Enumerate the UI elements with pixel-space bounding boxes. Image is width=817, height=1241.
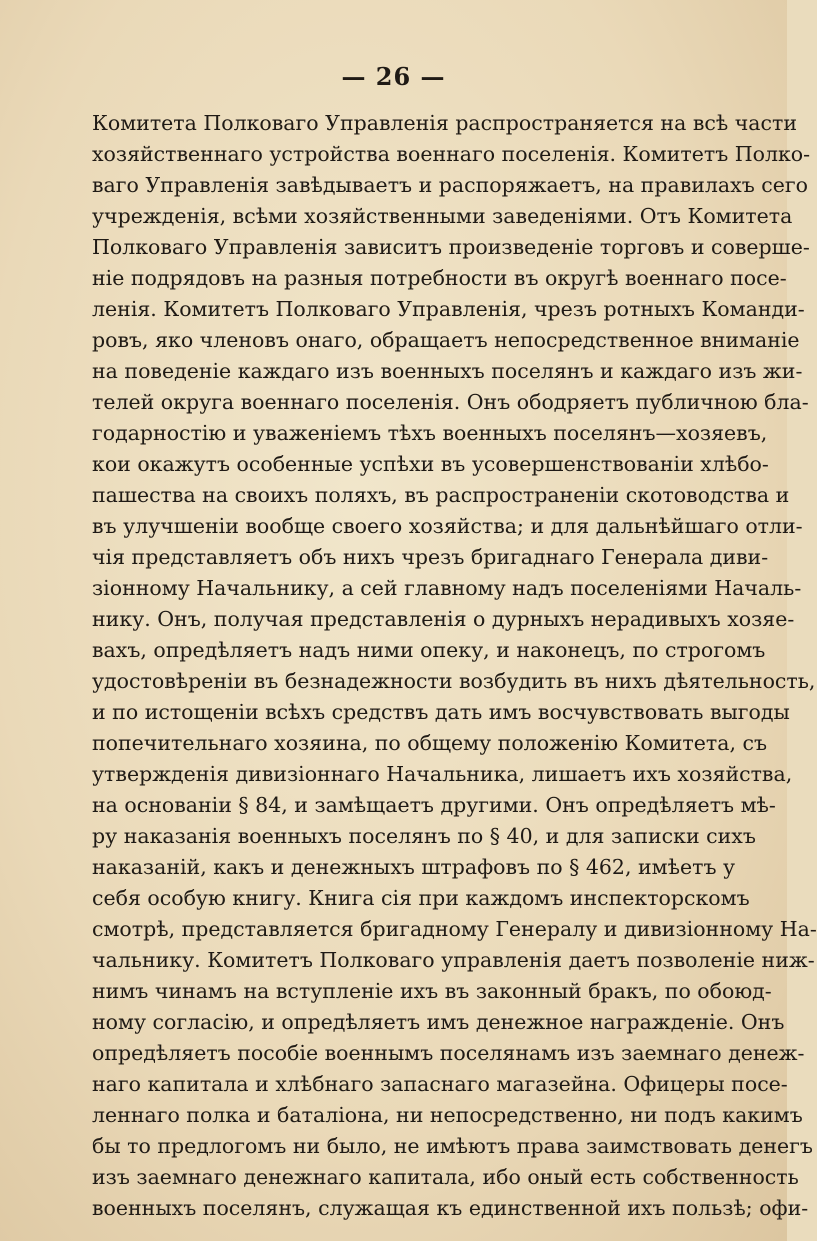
text-line: ніе подрядовъ на разныя потребности въ округѣ военнаго посе-	[92, 266, 787, 290]
text-line: вахъ, опредѣляетъ надъ ними опеку, и наконецъ, по строгомъ	[92, 638, 766, 662]
text-line: ленія. Комитетъ Полковаго Управленія, чрезъ ротныхъ Команди-	[92, 297, 805, 321]
text-line: пашества на своихъ поляхъ, въ распространеніи скотоводства и	[92, 483, 790, 507]
text-line: ваго Управленія завѣдываетъ и распоряжаетъ, на правилахъ сего	[92, 173, 808, 197]
text-line: телей округа военнаго поселенія. Онъ ободряетъ публичною бла-	[92, 390, 809, 414]
text-line: ру наказанія военныхъ поселянъ по § 40, и для записки сихъ	[92, 824, 756, 848]
text-line: чія представляетъ объ нихъ чрезъ бригаднаго Генерала диви-	[92, 545, 769, 569]
text-line: ровъ, яко членовъ онаго, обращаетъ непосредственное вниманіе	[92, 328, 800, 352]
text-line: нику. Онъ, получая представленія о дурныхъ нерадивыхъ хозяе-	[92, 607, 795, 631]
text-line: нимъ чинамъ на вступленіе ихъ въ законный бракъ, по обоюд-	[92, 979, 772, 1003]
text-line: кои окажутъ особенные успѣхи въ усовершенствованіи хлѣбо-	[92, 452, 769, 476]
text-line: учрежденія, всѣми хозяйственными заведеніями. Отъ Комитета	[92, 204, 793, 228]
text-line: наказаній, какъ и денежныхъ штрафовъ по § 462, имѣетъ у	[92, 855, 736, 879]
text-line: попечительнаго хозяина, по общему положенію Комитета, съ	[92, 731, 768, 755]
text-line: въ улучшеніи вообще своего хозяйства; и для дальнѣйшаго отли-	[92, 514, 803, 538]
text-line: смотрѣ, представляется бригадному Генералу и дивизіонному На-	[92, 917, 817, 941]
body-text	[92, 108, 817, 1224]
page-number: — 26 —	[341, 62, 446, 91]
text-line: и по истощеніи всѣхъ средствъ дать имъ восчувствовать выгоды	[92, 700, 790, 724]
text-line: хозяйственнаго устройства военнаго поселенія. Комитетъ Полко-	[92, 142, 811, 166]
text-line: леннаго полка и баталіона, ни непосредственно, ни подъ какимъ	[92, 1103, 803, 1127]
text-line: изъ заемнаго денежнаго капитала, ибо оный есть собственность	[92, 1165, 799, 1189]
text-line: на основаніи § 84, и замѣщаетъ другими. Онъ опредѣляетъ мѣ-	[92, 793, 776, 817]
text-line: Полковаго Управленія зависитъ произведеніе торговъ и соверше-	[92, 235, 810, 259]
text-line: наго капитала и хлѣбнаго запаснаго магазейна. Офицеры посе-	[92, 1072, 788, 1096]
text-line: чальнику. Комитетъ Полковаго управленія даетъ позволеніе ниж-	[92, 948, 815, 972]
text-line: утвержденія дивизіоннаго Начальника, лишаетъ ихъ хозяйства,	[92, 762, 793, 786]
text-line: удостовѣреніи въ безнадежности возбудить въ нихъ дѣятельность,	[92, 669, 816, 693]
text-line: военныхъ поселянъ, служащая къ единственной ихъ пользѣ; офи-	[92, 1196, 809, 1220]
text-line: себя особую книгу. Книга сія при каждомъ инспекторскомъ	[92, 886, 750, 910]
text-line: бы то предлогомъ ни было, не имѣютъ права заимствовать денегъ	[92, 1134, 813, 1158]
text-line: на поведеніе каждаго изъ военныхъ поселянъ и каждаго изъ жи-	[92, 359, 803, 383]
text-line: годарностію и уваженіемъ тѣхъ военныхъ поселянъ—хозяевъ,	[92, 421, 768, 445]
text-line: опредѣляетъ пособіе военнымъ поселянамъ изъ заемнаго денеж-	[92, 1041, 805, 1065]
text-line: Комитета Полковаго Управленія распространяется на всѣ части	[92, 111, 797, 135]
text-line: ному согласію, и опредѣляетъ имъ денежное награжденіе. Онъ	[92, 1010, 785, 1034]
text-line: зіонному Начальнику, а сей главному надъ поселеніями Началь-	[92, 576, 802, 600]
